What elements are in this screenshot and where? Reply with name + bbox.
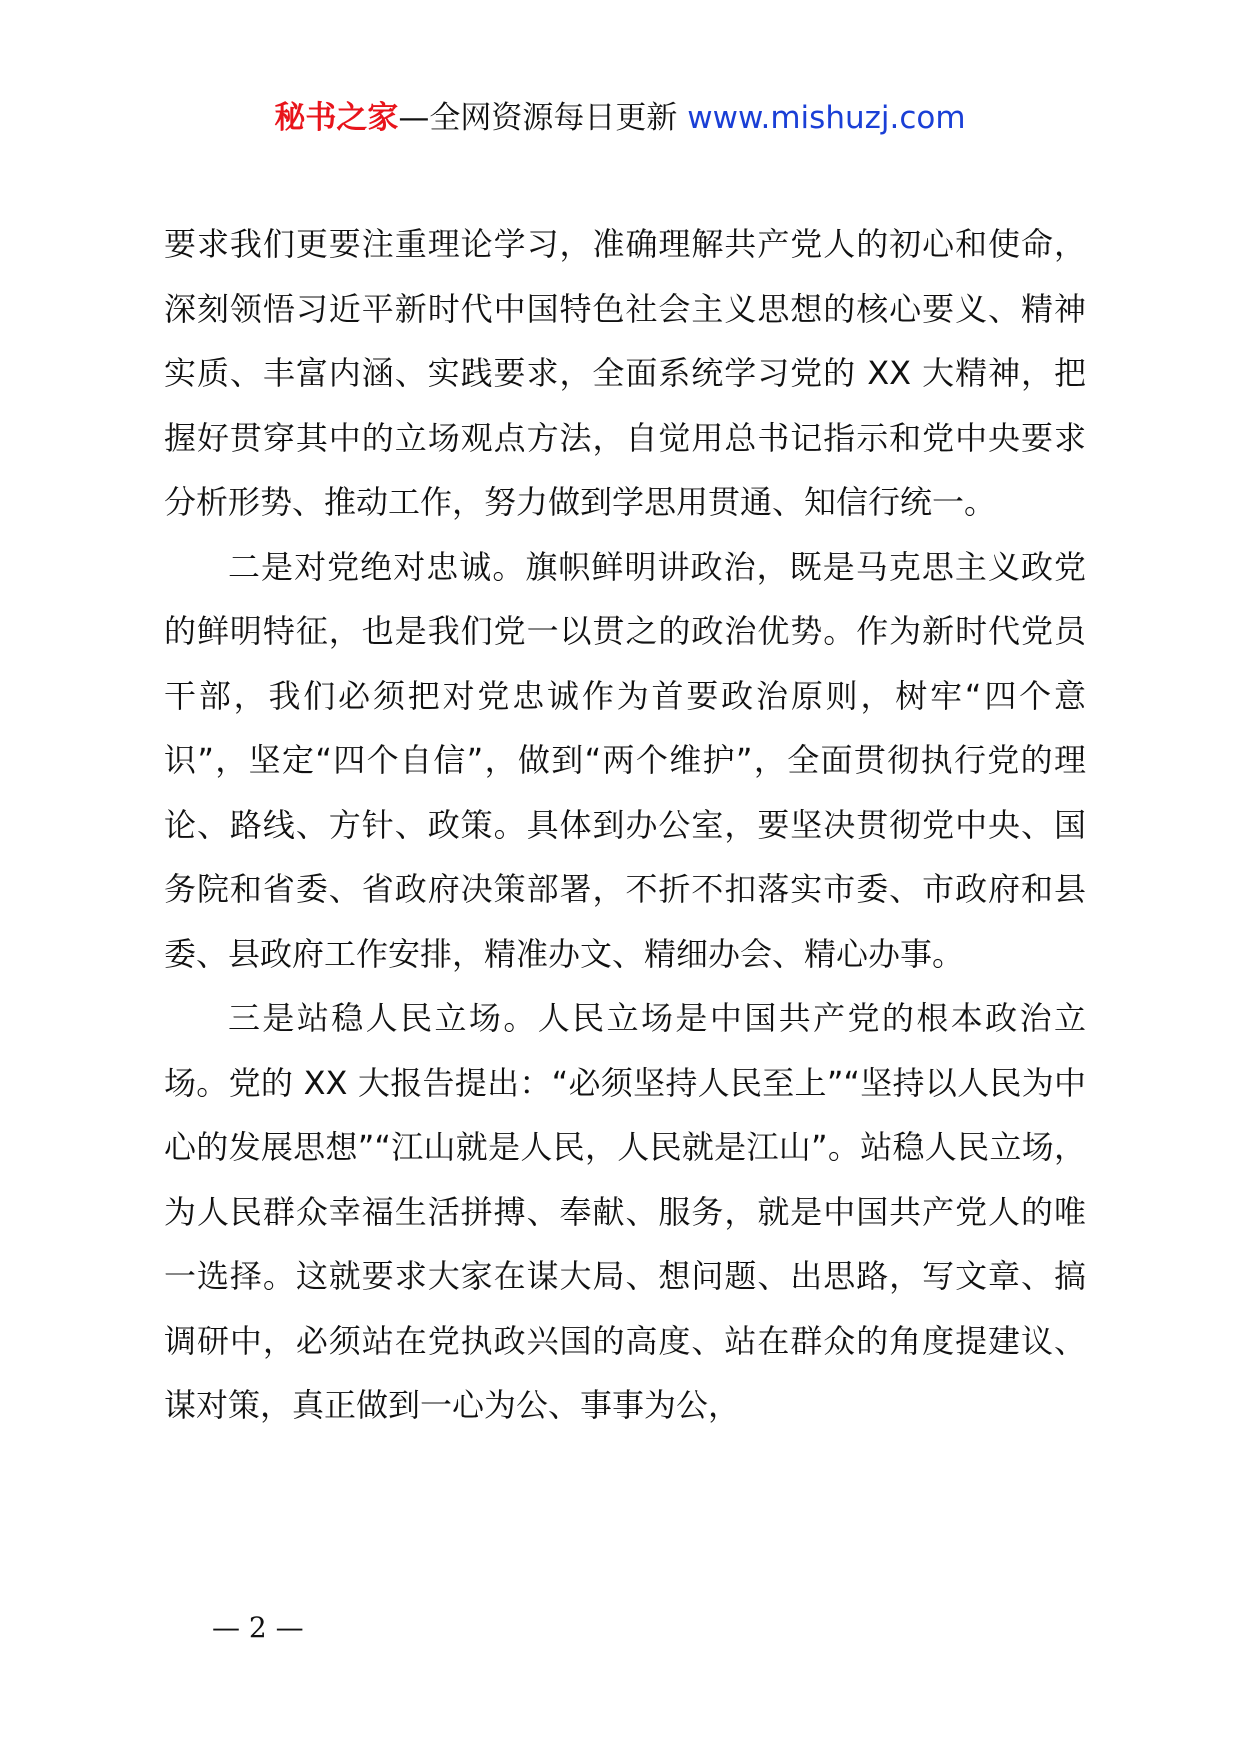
page-number: — 2 —: [212, 1611, 304, 1644]
paragraph-loyalty: 二是对党绝对忠诚。旗帜鲜明讲政治，既是马克思主义政党的鲜明特征，也是我们党一以贯之的政治优势。作为新时代党员干部，我们必须把对党忠诚作为首要政治原则，树牢“四个意识”，坚定“四个自信”，做到“两个维护”，全面贯彻执行党的理论、路线、方针、政策。具体到办公室，要坚决贯彻党中央、国务院和省委、省政府决策部署，不折不扣落实市委、市政府和县委、县政府工作安排，精准办文、精细办会、精心办事。: [164, 547, 1086, 973]
brand-name: 秘书之家: [274, 100, 399, 136]
paragraph-people-stance: 三是站稳人民立场。人民立场是中国共产党的根本政治立场。党的 XX 大报告提出：“必须坚持人民至上”“坚持以人民为中心的发展思想”“江山就是人民，人民就是江山”。站稳人民立场，为人民群众幸福生活拼搏、奉献、服务，就是中国共产党人的唯一选择。这就要求大家在谋大局、想问题、出思路，写文章、搞调研中，必须站在党执政兴国的高度、站在群众的角度提建议、谋对策，真正做到一心为公、事事为公，: [164, 999, 1086, 1424]
site-url[interactable]: www.mishuzj.com: [687, 100, 966, 136]
paragraph-continued: 要求我们更要注重理论学习，准确理解共产党人的初心和使命，深刻领悟习近平新时代中国特色社会主义思想的核心要义、精神实质、丰富内涵、实践要求，全面系统学习党的 XX 大精神，把握好贯穿其中的立场观点方法，自觉用总书记指示和党中央要求分析形势、推动工作，努力做到学思用贯通、知信行统一。: [164, 225, 1086, 521]
header-slogan: —全网资源每日更新: [398, 100, 688, 136]
document-body: [164, 212, 1086, 1438]
site-header: [0, 98, 1240, 138]
